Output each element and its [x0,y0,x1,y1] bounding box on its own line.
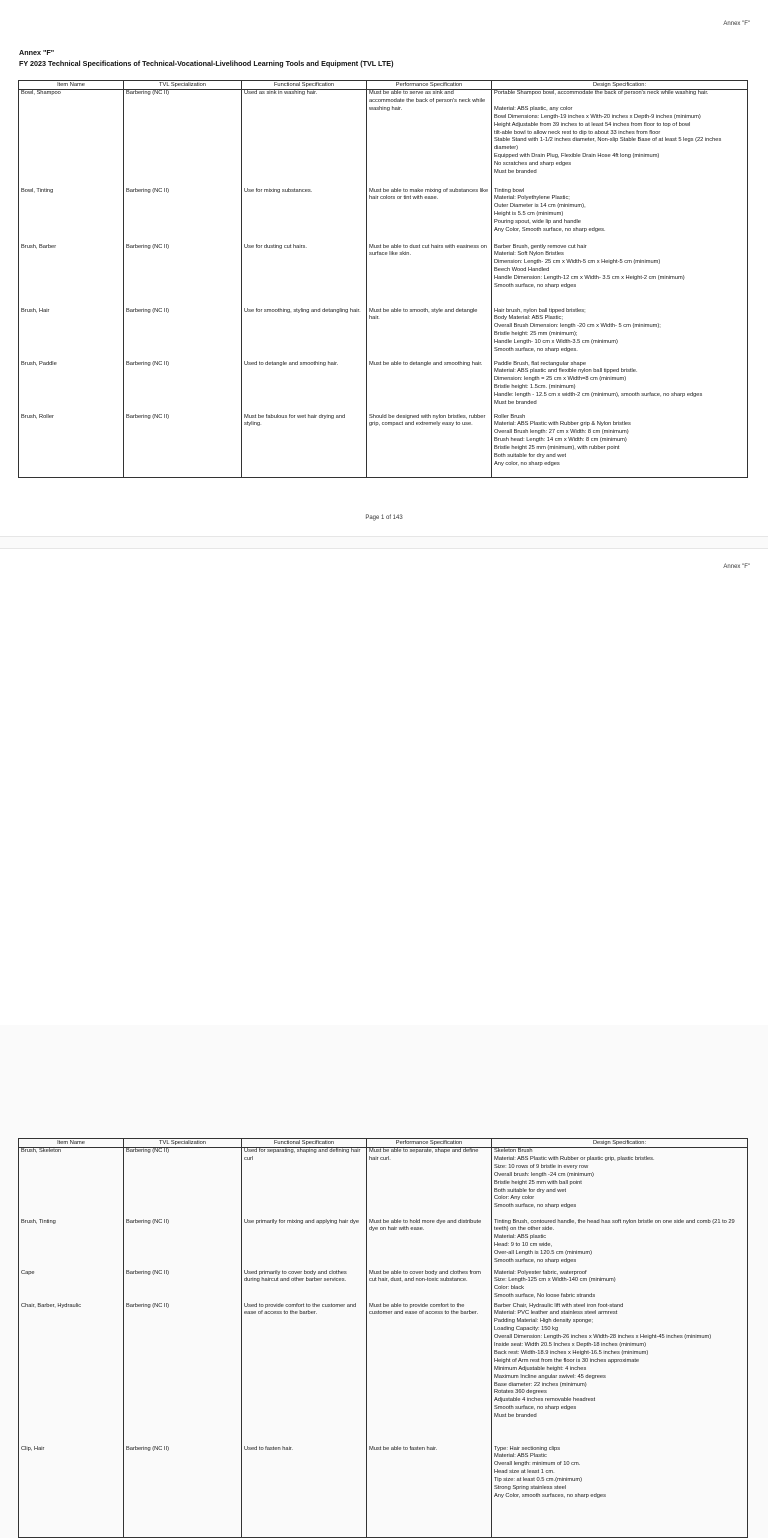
cell-functional-spec: Used as sink in washing hair. [242,90,367,188]
cell-functional-spec: Must be fabulous for wet hair drying and styling. [242,414,367,478]
cell-design-spec: Tinting Brush, contoured handle, the head has soft nylon bristle on one side and comb (21 to 29 teeth) on the other side. Material: ABS plastic Head: 9 to 10 cm wide, Over-all Length is 120.5 cm (minimum) Smooth surface, no sharp edges [492,1219,748,1270]
table-body [19,90,748,478]
cell-item-name: Bowl, Tinting [19,188,124,244]
table-row [19,188,748,244]
cell-design-spec: Barber Chair, Hydraulic lift with steel iron foot-stand Material: PVC leather and stainless steel armrest Padding Material: High density sponge; Loading Capacity: 150 kg Overall Dimension: Length-26 inches x Width-28 inches x Height-45 inches (minimum) Inside seat: Width 20.5 Inches x Depth-18 inches (minimum) Back rest: Width-18.9 inches x Height-16.5 inches (minimum) Height of Arm rest from the floor is 30 inches approximate Minimum Adjustable height: 4 inches Maximum Incline angular swivel: 45 degrees Base diameter: 22 inches (minimum) Rotates 360 degrees Adjustable 4 inches removable headrest Smooth surface, no sharp edges Must be branded [492,1303,748,1446]
table-row [19,1303,748,1446]
document-subtitle: FY 2023 Technical Specifications of Technical-Vocational-Livelihood Learning Tools and Equipment (TVL LTE) [19,59,394,68]
cell-item-name: Cape [19,1270,124,1303]
table-header-row [19,1139,748,1148]
table-row [19,1148,748,1219]
page-number: Page 1 of 143 [365,515,403,521]
cell-item-name: Brush, Barber [19,244,124,308]
col-header-functional-spec: Functional Specification [242,81,367,90]
cell-design-spec: Hair brush, nylon ball tipped bristles; Body Material: ABS Plastic; Overall Brush Dimension: length -20 cm x Width- 5 cm (minimum); Bristle height: 25 mm (minimum); Handle Length- 10 cm x Width-3.5 cm (minimum) Smooth surface, no sharp edges. [492,308,748,361]
cell-item-name: Brush, Paddle [19,361,124,414]
cell-tvl-specialization: Barbering (NC II) [124,414,242,478]
cell-tvl-specialization: Barbering (NC II) [124,1219,242,1270]
document-page-2 [0,548,768,1499]
cell-tvl-specialization: Barbering (NC II) [124,361,242,414]
cell-item-name: Brush, Skeleton [19,1148,124,1219]
col-header-performance-spec: Performance Specification [367,81,492,90]
table-row [19,244,748,308]
cell-design-spec: Material: Polyester fabric, waterproof Size: Length-125 cm x Width-140 cm (minimum) Color: black Smooth surface, No loose fabric strands [492,1270,748,1303]
cell-tvl-specialization: Barbering (NC II) [124,188,242,244]
cell-performance-spec: Must be able to cover body and clothes from cut hair, dust, and non-toxic substance. [367,1270,492,1303]
cell-functional-spec: Use for smoothing, styling and detangling hair. [242,308,367,361]
cell-performance-spec: Must be able to detangle and smoothing hair. [367,361,492,414]
cell-functional-spec: Use for mixing substances. [242,188,367,244]
cell-item-name: Brush, Roller [19,414,124,478]
cell-design-spec: Barber Brush, gently remove cut hair Material: Soft Nylon Bristles Dimension: Length- 25 cm x Width-5 cm x Height-5 cm (minimum) Beech Wood Handled Handle Dimension: Length-12 cm x Width- 3.5 cm x Height-2 cm (minimum) Smooth surface, no sharp edges [492,244,748,308]
annex-corner-label: Annex "F" [723,564,750,570]
cell-design-spec: Skeleton Brush Material: ABS Plastic with Rubber or plastic grip, plastic bristles. Size: 10 rows of 9 bristle in every row Overall brush: length -24 cm (minimum) Bristle height 25 mm with ball point Both suitable for dry and wet Color: Any color Smooth surface, no sharp edges [492,1148,748,1219]
cell-tvl-specialization: Barbering (NC II) [124,244,242,308]
col-header-item-name: Item Name [19,1139,124,1148]
col-header-tvl-specialization: TVL Specialization [124,1139,242,1148]
table-header-row [19,81,748,90]
cell-design-spec: Tinting bowl Material: Polyethylene Plastic; Outer Diameter is 14 cm (minimum), Height is 5.5 cm (minimum) Pouring spout, wide lip and handle Any Color, Smooth surface, no sharp edges. [492,188,748,244]
cell-performance-spec: Must be able to dust cut hairs with easiness on surface like skin. [367,244,492,308]
table-body [19,1148,748,1538]
cell-functional-spec: Used to detangle and smoothing hair. [242,361,367,414]
cell-functional-spec: Use primarily for mixing and applying hair dye [242,1219,367,1270]
cell-item-name: Chair, Barber, Hydraulic [19,1303,124,1446]
cell-functional-spec: Used to fasten hair. [242,1446,367,1538]
annex-title: Annex "F" [19,48,55,57]
cell-design-spec: Paddle Brush, flat rectangular shape Material: ABS plastic and flexible nylon ball tipped bristle. Dimension: length = 25 cm x Width=8 cm (minimum) Bristle height: 1.5cm. (minimum) Handle: length - 12.5 cm x width-2 cm (minimum), smooth surface, no sharp edges Must be branded [492,361,748,414]
cell-tvl-specialization: Barbering (NC II) [124,308,242,361]
col-header-tvl-specialization: TVL Specialization [124,81,242,90]
cell-tvl-specialization: Barbering (NC II) [124,1303,242,1446]
table-row [19,1270,748,1303]
cell-item-name: Brush, Tinting [19,1219,124,1270]
cell-functional-spec: Used primarily to cover body and clothes during haircut and other barber services. [242,1270,367,1303]
document-page-1 [0,0,768,537]
cell-tvl-specialization: Barbering (NC II) [124,1148,242,1219]
col-header-design-spec: Design Specification: [492,81,748,90]
table-row [19,361,748,414]
cell-design-spec: Roller Brush Material: ABS Plastic with Rubber grip & Nylon bristles Overall Brush length: 27 cm x Width: 8 cm (minimum) Brush head: Length: 14 cm x Width: 8 cm (minimum) Bristle height 25 mm (minimum), with rubber point Both suitable for dry and wet Any color, no sharp edges [492,414,748,478]
cell-item-name: Clip, Hair [19,1446,124,1538]
spec-table [18,1138,748,1538]
cell-tvl-specialization: Barbering (NC II) [124,1446,242,1538]
annex-corner-label: Annex "F" [723,21,750,27]
table-row [19,90,748,188]
cell-design-spec: Portable Shampoo bowl, accommodate the back of person's neck while washing hair. Material: ABS plastic, any color Bowl Dimensions: Length-19 inches x With-20 inches x Depth-9 inches (minimum) Height Adjustable from 39 inches to at least 54 inches from floor to top of bowl tilt-able bowl to allow neck rest to dip to about 33 inches from floor Stable Stand with 1-1/2 inches diameter, Non-slip Stable Base of at least 5 legs (22 inches diameter) Equipped with Drain Plug, Flexible Drain Hose 4ft long (minimum) No scratches and sharp edges Must be branded [492,90,748,188]
cell-performance-spec: Must be able to separate, shape and define hair curl. [367,1148,492,1219]
cell-tvl-specialization: Barbering (NC II) [124,90,242,188]
cell-performance-spec: Must be able to hold more dye and distribute dye on hair with ease. [367,1219,492,1270]
col-header-item-name: Item Name [19,81,124,90]
cell-item-name: Bowl, Shampoo [19,90,124,188]
cell-performance-spec: Should be designed with nylon bristles, rubber grip, compact and extremely easy to use. [367,414,492,478]
cell-functional-spec: Used to provide comfort to the customer and ease of access to the barber. [242,1303,367,1446]
cell-performance-spec: Must be able to provide comfort to the customer and ease of access to the barber. [367,1303,492,1446]
col-header-design-spec: Design Specification: [492,1139,748,1148]
table-row [19,414,748,478]
cell-tvl-specialization: Barbering (NC II) [124,1270,242,1303]
cell-item-name: Brush, Hair [19,308,124,361]
cell-design-spec: Type: Hair sectioning clips Material: ABS Plastic Overall length: minimum of 10 cm. Head size at least 1 cm. Tip size: at least 0.5 cm.(minimum) Strong Spring stainless steel Any Color, smooth surfaces, no sharp edges [492,1446,748,1538]
cell-performance-spec: Must be able to serve as sink and accommodate the back of person's neck while washing hair. [367,90,492,188]
cell-performance-spec: Must be able to smooth, style and detangle hair. [367,308,492,361]
table-row [19,1219,748,1270]
table-row [19,1446,748,1538]
cell-functional-spec: Used for separating, shaping and defining hair curl [242,1148,367,1219]
col-header-functional-spec: Functional Specification [242,1139,367,1148]
cell-performance-spec: Must be able to fasten hair. [367,1446,492,1538]
cell-functional-spec: Use for dusting cut hairs. [242,244,367,308]
col-header-performance-spec: Performance Specification [367,1139,492,1148]
spec-table [18,80,748,478]
cell-performance-spec: Must be able to make mixing of substances like hair colors or tint with ease. [367,188,492,244]
table-row [19,308,748,361]
